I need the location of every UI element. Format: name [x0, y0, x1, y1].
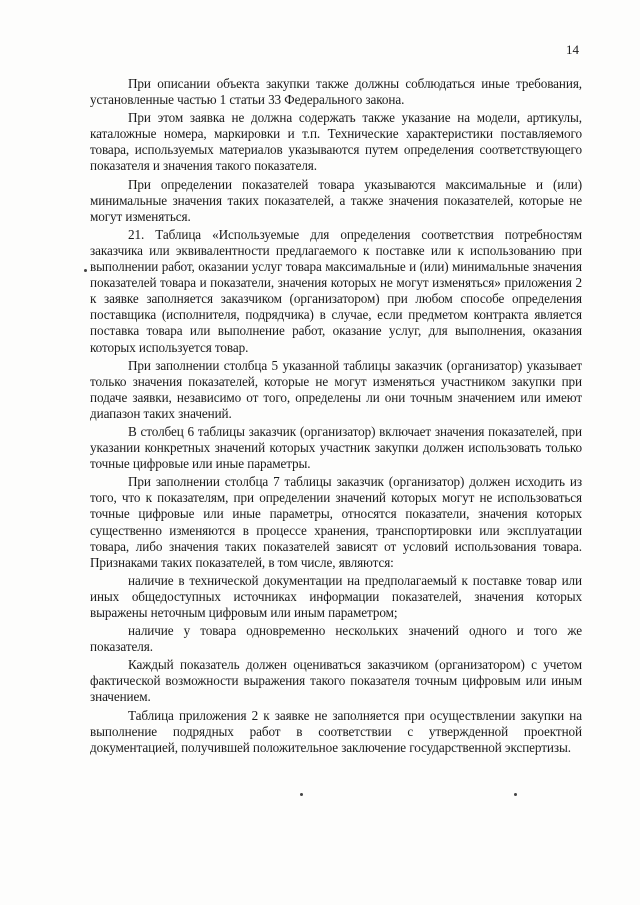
paragraph: Каждый показатель должен оцениваться заказчиком (организатором) с учетом фактической возможности выражения такого показателя точным цифровым или иным значением.: [90, 657, 582, 705]
scan-speck: [514, 793, 517, 796]
scan-speck: [84, 269, 87, 272]
paragraph: При заполнении столбца 5 указанной таблицы заказчик (организатор) указывает только значения показателей, которые не могут изменяться участником закупки при подаче заявки, независимо от того, определены ли они точным значением или имеют диапазон таких значений.: [90, 357, 582, 421]
paragraph: 21. Таблица «Используемые для определения соответствия потребностям заказчика или эквивалентности предлагаемого к поставке или к использованию при выполнении работ, оказании услуг товара максимальные и (или) минимальные значения показателей товара и показатели, значения которых не могут изменяться» приложения 2 к заявке заполняется заказчиком (организатором) при любом способе определения поставщика (исполнителя, подрядчика) в случае, если предметом контракта является поставка товара или выполнение работ, оказание услуг, для выполнения, оказания которых используется товар.: [90, 226, 582, 355]
page-number: 14: [566, 42, 579, 57]
paragraph: В столбец 6 таблицы заказчик (организатор) включает значения показателей, при указании конкретных значений которых участник закупки должен использовать только точные цифровые или иные параметры.: [90, 423, 582, 472]
list-item: наличие у товара одновременно нескольких значений одного и того же показателя.: [90, 623, 582, 655]
paragraph: При описании объекта закупки также должны соблюдаться иные требования, установленные частью 1 статьи 33 Федерального закона.: [90, 76, 582, 108]
paragraph: Таблица приложения 2 к заявке не заполняется при осуществлении закупки на выполнение подрядных работ в соответствии с утвержденной проектной документацией, получившей положительное заключение государственной экспертизы.: [90, 707, 582, 755]
document-body: [90, 76, 582, 756]
list-item: наличие в технической документации на предполагаемый к поставке товар или иных общедоступных источниках информации показателей, значения которых выражены неточным цифровым или иным параметром;: [90, 572, 582, 620]
paragraph: При этом заявка не должна содержать также указание на модели, артикулы, каталожные номера, маркировки и т.п. Технические характеристики поставляемого товара, используемых материалов указываются путем определения соответствующего показателя и значения такого показателя.: [90, 110, 582, 174]
scan-speck: [300, 793, 303, 796]
paragraph: При заполнении столбца 7 таблицы заказчик (организатор) должен исходить из того, что к показателям, при определении значений которых могут не использоваться точные цифровые или иные параметры, относятся показатели, значения которых существенно изменяются в процессе хранения, транспортировки или эксплуатации товара, либо значения таких показателей зависят от условий использования товара. Признаками таких показателей, в том числе, являются:: [90, 474, 582, 570]
paragraph: При определении показателей товара указываются максимальные и (или) минимальные значения таких показателей, а также значения показателей, которые не могут изменяться.: [90, 176, 582, 224]
